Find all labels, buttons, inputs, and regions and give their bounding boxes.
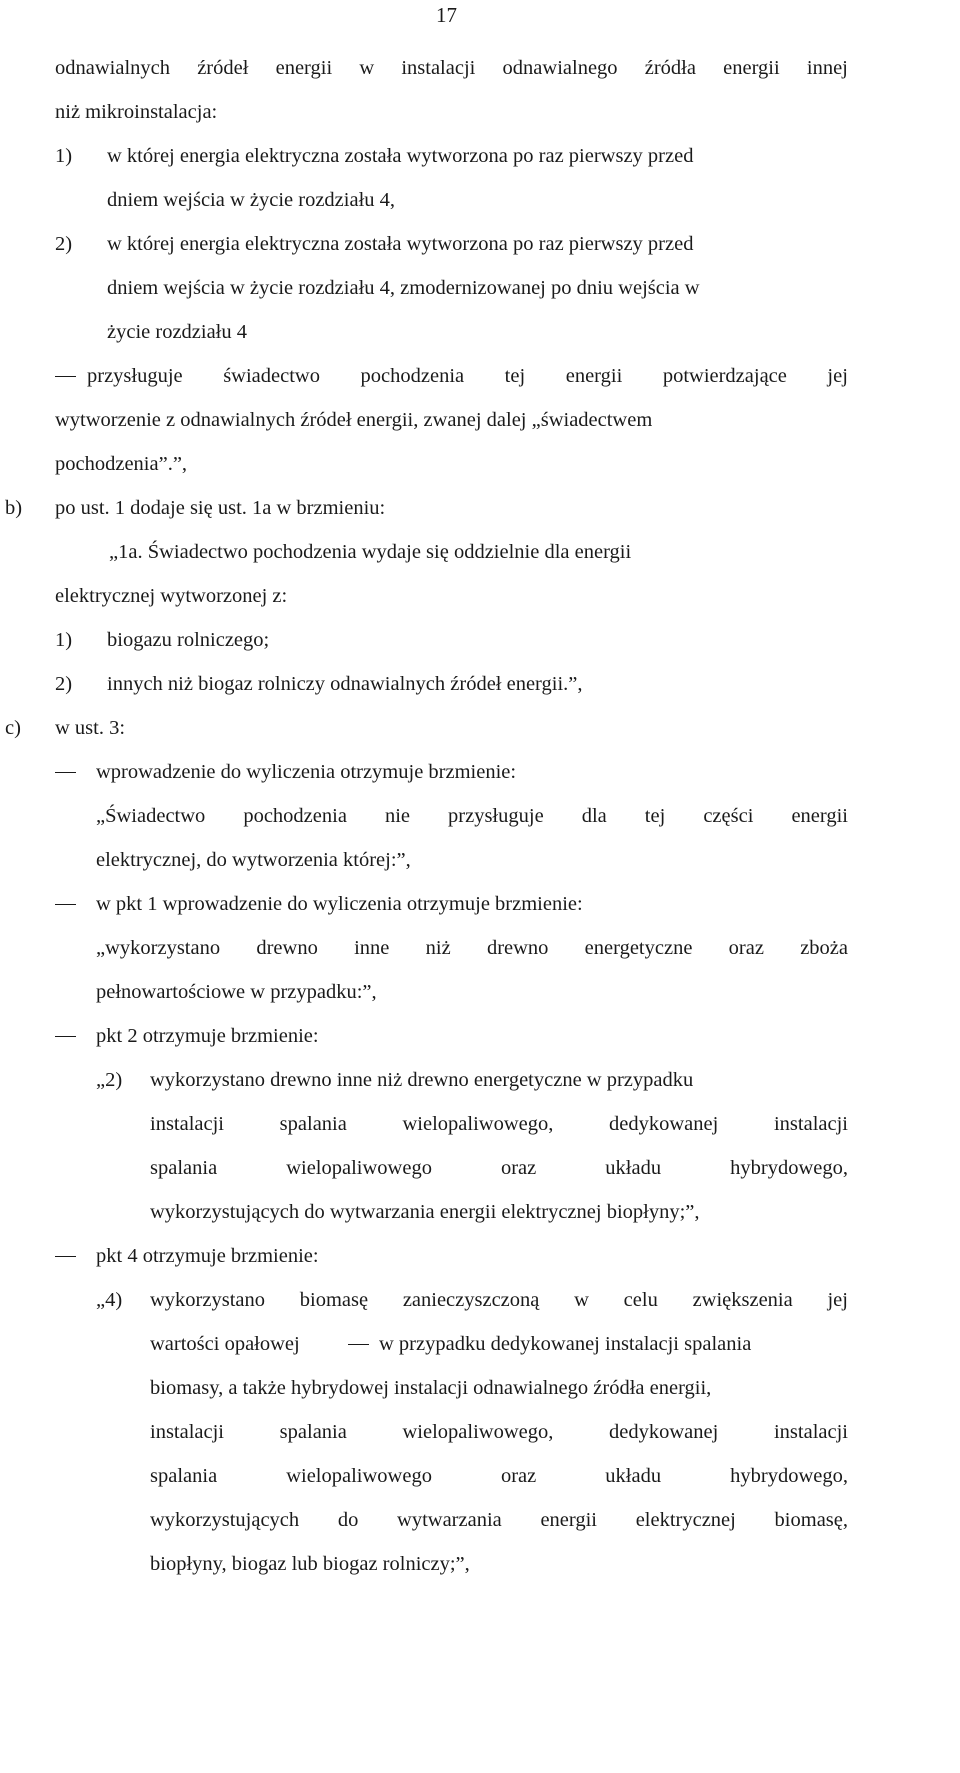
justified-word: wytwarzania <box>397 1509 502 1531</box>
dash-marker <box>55 376 76 377</box>
justified-word: świadectwo <box>223 365 320 387</box>
justified-word: pochodzenia <box>243 805 347 827</box>
justified-word: nie <box>384 805 410 827</box>
justified-word: jej <box>827 365 848 387</box>
justified-word: spalania <box>279 1421 347 1443</box>
justified-word: wielopaliwowego <box>286 1157 432 1179</box>
text-line: w ust. 3: <box>55 717 126 739</box>
list-marker: 1) <box>55 145 73 167</box>
justified-word: energii <box>540 1509 597 1531</box>
justified-word: elektrycznej <box>635 1509 736 1531</box>
justified-word: hybrydowego, <box>730 1157 848 1179</box>
list-marker: c) <box>5 717 21 739</box>
justified-word: instalacji <box>150 1421 225 1443</box>
justified-word: części <box>703 805 754 827</box>
justified-word: energetyczne <box>584 937 693 959</box>
justified-word: oraz <box>728 937 764 959</box>
justified-word: wielopaliwowego, <box>402 1113 554 1135</box>
dash-marker <box>55 904 76 905</box>
justified-word: drewno <box>486 937 549 959</box>
justified-word: biomasę <box>299 1289 369 1311</box>
dash-marker <box>55 1036 76 1037</box>
text-line: biomasy, a także hybrydowej instalacji odnawialnego źródła energii, <box>150 1377 712 1399</box>
justified-word: pochodzenia <box>360 365 465 387</box>
justified-word: zanieczyszczoną <box>402 1289 540 1311</box>
justified-word: instalacji <box>401 57 476 79</box>
justified-word: w <box>359 57 375 79</box>
justified-word: tej <box>644 805 666 827</box>
justified-word: odnawialnego <box>502 57 618 79</box>
text-line: po ust. 1 dodaje się ust. 1a w brzmieniu: <box>55 497 386 519</box>
text-line <box>55 58 848 79</box>
justified-word: „Świadectwo <box>96 805 206 827</box>
page-number: 17 <box>436 3 457 27</box>
text-line: dniem wejścia w życie rozdziału 4, zmodernizowanej po dniu wejścia w <box>107 277 700 299</box>
justified-word: energii <box>791 805 848 827</box>
justified-word: zboża <box>800 937 848 959</box>
text-line: pkt 2 otrzymuje brzmienie: <box>96 1025 319 1047</box>
dash-marker <box>348 1344 369 1345</box>
justified-word: spalania <box>279 1113 347 1135</box>
justified-word: instalacji <box>773 1113 848 1135</box>
justified-word: układu <box>605 1157 662 1179</box>
text-line: życie rozdziału 4 <box>107 321 248 343</box>
justified-word: wielopaliwowego <box>286 1465 432 1487</box>
text-line: wykorzystujących do wytwarzania energii elektrycznej biopłyny;”, <box>150 1201 700 1223</box>
text-line: w której energia elektryczna została wytworzona po raz pierwszy przed <box>107 233 694 255</box>
justified-word: dedykowanej <box>609 1113 719 1135</box>
justified-word: energii <box>275 57 333 79</box>
justified-word: hybrydowego, <box>730 1465 848 1487</box>
text-line: biogazu rolniczego; <box>107 629 270 651</box>
text-line: pkt 4 otrzymuje brzmienie: <box>96 1245 319 1267</box>
justified-word: przysługuje <box>87 365 183 387</box>
justified-word: zwiększenia <box>692 1289 793 1311</box>
text-line: wykorzystano drewno inne niż drewno energetyczne w przypadku <box>150 1069 694 1091</box>
text-line: wartości opałowej <box>150 1333 300 1355</box>
list-marker: 2) <box>55 673 73 695</box>
justified-word: spalania <box>150 1465 218 1487</box>
justified-word: odnawialnych <box>55 57 170 79</box>
justified-word: instalacji <box>773 1421 848 1443</box>
justified-word: w <box>574 1289 589 1311</box>
text-line: innych niż biogaz rolniczy odnawialnych źródeł energii.”, <box>107 673 583 695</box>
text-line <box>150 1290 848 1311</box>
text-line <box>150 1466 848 1487</box>
justified-word: celu <box>623 1289 658 1311</box>
text-line <box>150 1158 848 1179</box>
justified-word: wykorzystujących <box>150 1509 300 1531</box>
text-line <box>96 938 848 959</box>
justified-word: potwierdzające <box>662 365 787 387</box>
text-line <box>150 1114 848 1135</box>
justified-word: energii <box>723 57 780 79</box>
list-marker: b) <box>5 497 23 519</box>
justified-word: oraz <box>500 1157 537 1179</box>
justified-word: energii <box>565 365 623 387</box>
justified-word: przysługuje <box>448 805 544 827</box>
text-line: wprowadzenie do wyliczenia otrzymuje brzmienie: <box>96 761 517 783</box>
text-line: dniem wejścia w życie rozdziału 4, <box>107 189 396 211</box>
text-line: w przypadku dedykowanej instalacji spalania <box>379 1333 752 1355</box>
list-marker: 1) <box>55 629 73 651</box>
text-line: w pkt 1 wprowadzenie do wyliczenia otrzymuje brzmienie: <box>96 893 583 915</box>
justified-word: dedykowanej <box>609 1421 719 1443</box>
text-line: wytworzenie z odnawialnych źródeł energii, zwanej dalej „świadectwem <box>55 409 653 431</box>
justified-word: źródła <box>644 57 696 79</box>
justified-word: instalacji <box>150 1113 225 1135</box>
text-line <box>96 806 848 827</box>
justified-word: innej <box>806 57 848 79</box>
text-line <box>87 366 848 387</box>
justified-word: spalania <box>150 1157 218 1179</box>
justified-word: źródeł <box>197 57 249 79</box>
justified-word: tej <box>504 365 526 387</box>
list-marker: 2) <box>55 233 73 255</box>
justified-word: dla <box>581 805 607 827</box>
justified-word: biomasę, <box>774 1509 848 1531</box>
text-line: elektrycznej, do wytworzenia której:”, <box>96 849 411 871</box>
justified-word: niż <box>425 937 451 959</box>
justified-word: „wykorzystano <box>96 937 221 959</box>
list-marker: „2) <box>96 1069 123 1091</box>
justified-word: drewno <box>256 937 318 959</box>
justified-word: inne <box>354 937 390 959</box>
text-line: pochodzenia”.”, <box>55 453 188 475</box>
text-line: pełnowartościowe w przypadku:”, <box>96 981 377 1003</box>
text-line: elektrycznej wytworzonej z: <box>55 585 288 607</box>
list-marker: „4) <box>96 1289 123 1311</box>
justified-word: układu <box>605 1465 662 1487</box>
text-line: biopłyny, biogaz lub biogaz rolniczy;”, <box>150 1553 470 1575</box>
text-line <box>150 1510 848 1531</box>
text-line <box>150 1422 848 1443</box>
justified-word: wielopaliwowego, <box>402 1421 554 1443</box>
text-line: niż mikroinstalacja: <box>55 101 218 123</box>
text-line: „1a. Świadectwo pochodzenia wydaje się oddzielnie dla energii <box>109 541 632 563</box>
justified-word: oraz <box>500 1465 537 1487</box>
justified-word: jej <box>827 1289 848 1311</box>
text-line: w której energia elektryczna została wytworzona po raz pierwszy przed <box>107 145 694 167</box>
justified-word: wykorzystano <box>150 1289 266 1311</box>
dash-marker <box>55 772 76 773</box>
dash-marker <box>55 1256 76 1257</box>
justified-word: do <box>337 1509 359 1531</box>
